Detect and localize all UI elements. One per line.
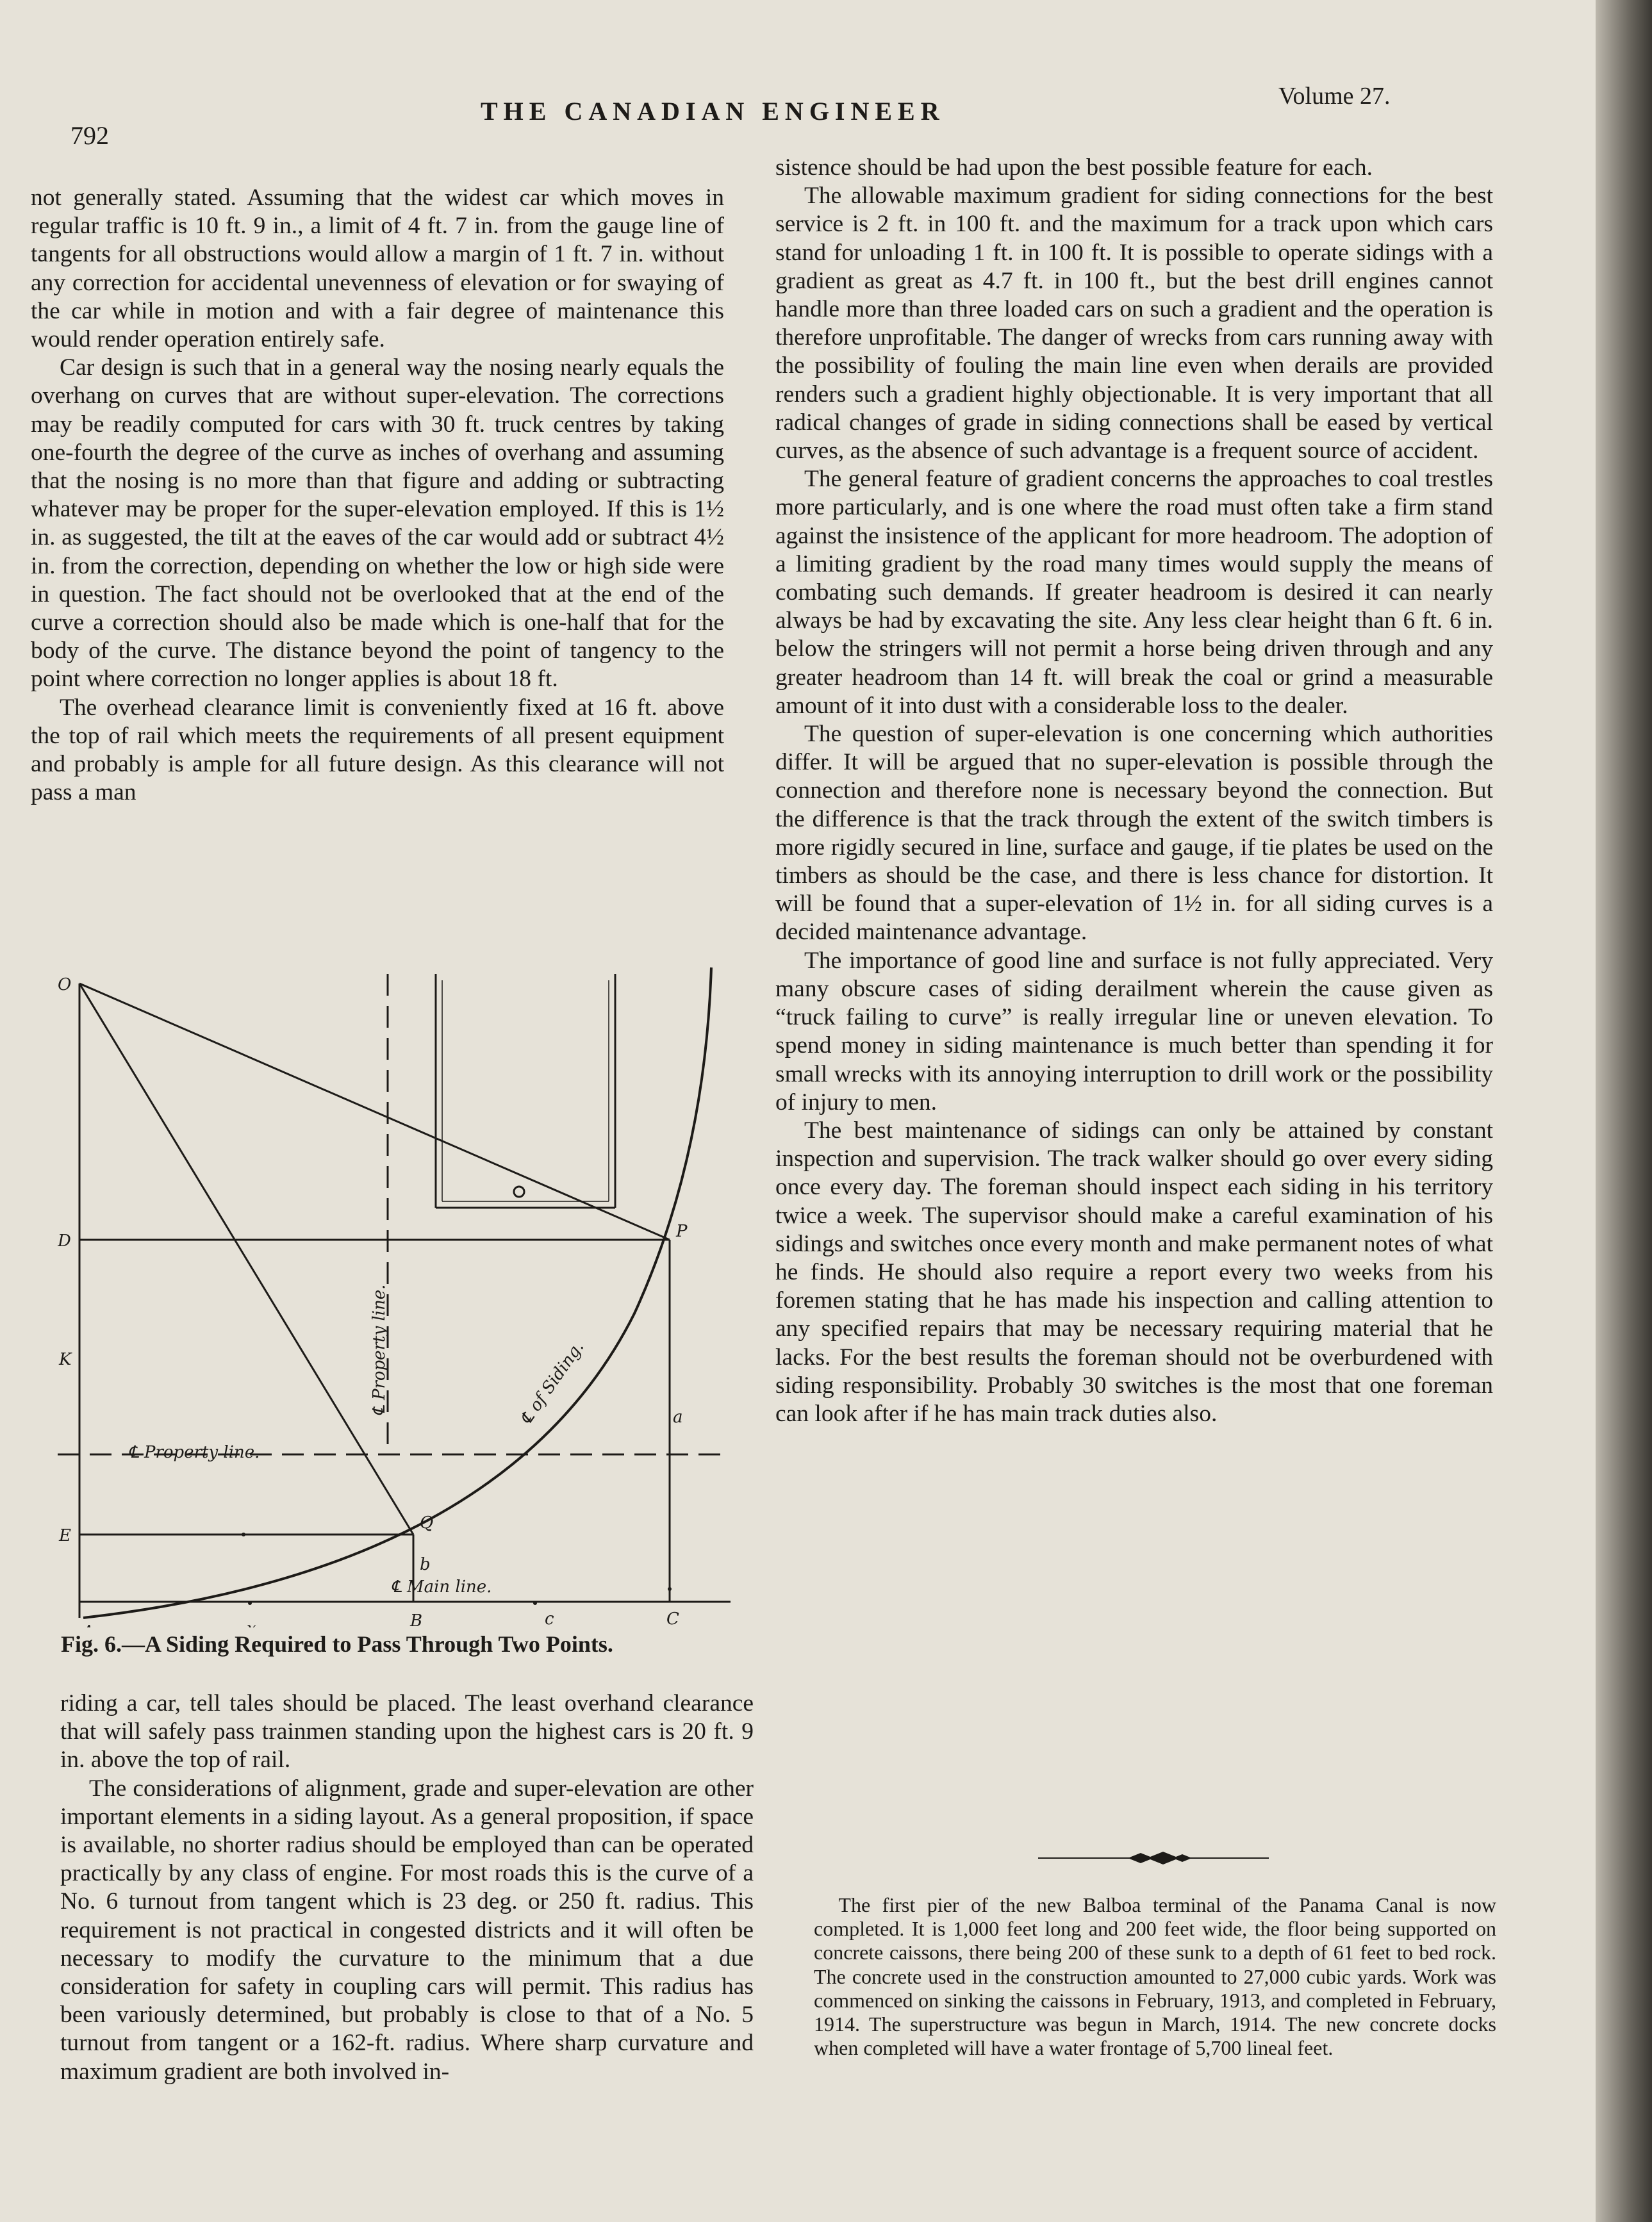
label-e: E <box>59 1526 71 1545</box>
siding-diagram <box>58 955 750 1627</box>
paragraph: The best maintenance of sidings can only be attained by constant inspection and supervision. The track walker should go over every siding once every day. The foreman should inspect each siding in his territory twice a week. The supervisor should make a careful examination of his sidings and switches once every month and make permanent notes of what he finds. He should also require a report every two weeks from his foremen stating that he has made his inspection and calling attention to any specified repairs that may be necessary requiring material that he lacks. For the best results the foreman should not be overburdened with siding responsibility. Probably 30 switches is the most that one foreman can look after if he has main track duties also. <box>775 1117 1493 1427</box>
label-property-line-vertical: ℄ Property line. <box>370 1284 389 1416</box>
note-paragraph: The first pier of the new Balboa terminal of the Panama Canal is now completed. It is 1,000 feet long and 200 feet wide, the floor being supported on concrete caissons, there being 200 of these sunk to a depth of 61 feet to bed rock. The concrete used in the construction amounted to 27,000 cubic yards. Work was commenced on sinking the caissons in February, 1913, and completed in February, 1914. The superstructure was begun in March, 1914. The new concrete docks when completed will have a water frontage of 5,700 lineal feet. <box>814 1893 1496 2060</box>
label-b-lower: b <box>420 1555 431 1574</box>
journal-title: THE CANADIAN ENGINEER <box>481 97 945 126</box>
paragraph: riding a car, tell tales should be placed. The least overhand clearance that will safely pass trainmen standing upon the highest cars is 20 ft. 9 in. above the top of rail. <box>60 1690 754 1773</box>
figure-6 <box>58 955 750 1627</box>
label-a <box>81 1622 94 1627</box>
label-a-small: a <box>673 1408 683 1427</box>
figure-caption: Fig. 6.—A Siding Required to Pass Through Two Points. <box>61 1631 613 1657</box>
news-note <box>814 1893 1496 2060</box>
label-o: O <box>58 975 72 994</box>
label-d: D <box>58 1231 71 1251</box>
building-hatching <box>442 980 609 1201</box>
paragraph: The importance of good line and surface is not fully appreciated. Very many obscure cases of siding derailment wherein the cause given as “truck failing to curve” is really irregular line or uneven elevation. To spend money in siding maintenance is much better than spending it for small wrecks with its annoying interruption to drill work or the possibility of injury to men. <box>775 947 1493 1115</box>
paragraph: The considerations of alignment, grade and super-elevation are other important elements in a siding layout. As a general proposition, if space is available, no shorter radius should be employed than can be operated practically by any class of engine. For most roads this is the curve of a No. 6 turnout from tangent which is 23 deg. or 250 ft. radius. This requirement is not practical in congested districts and it will often be necessary to modify the curvature to the minimum that a due consideration for safety in coupling cars will permit. This radius has been variously determined, but probably is close to that of a No. 5 turnout from tangent or a 162-ft. radius. Where sharp curvature and maximum gradient are both involved in- <box>60 1775 754 2085</box>
siding-curve <box>83 967 711 1618</box>
book-gutter <box>1596 0 1652 2222</box>
label-c-lower: c <box>545 1609 554 1627</box>
ornamental-divider <box>1038 1845 1269 1871</box>
label-c-upper: C <box>666 1609 679 1627</box>
column-2 <box>775 154 1493 1428</box>
paragraph: The overhead clearance limit is conveniently fixed at 16 ft. above the top of rail which meets the requirements of all present equipment and probably is ample for all future design. As this clearance will not pass a man <box>31 694 724 806</box>
paragraph: The general feature of gradient concerns the approaches to coal trestles more particularly, and is one where the road must often take a firm stand against the insistence of the applicant for more headroom. The adoption of a limiting gradient by the road many times would supply the means of combating such demands. If greater headroom is desired it can nearly always be had by excavating the site. Any less clear height than 6 ft. 6 in. below the stringers will not permit a horse being driven through and any greater headroom than 14 ft. will break the coal or grind a measurable amount of it into dust with a considerable loss to the dealer. <box>775 466 1493 719</box>
building-marker <box>514 1187 524 1197</box>
label-b-upper: B <box>410 1611 423 1627</box>
label-siding: ℄ of Siding. <box>516 1337 588 1429</box>
label-x <box>247 1619 256 1627</box>
paragraph: not generally stated. Assuming that the widest car which moves in regular traffic is 10 ft. 9 in., a limit of 4 ft. 7 in. from the gauge line of tangents for all obstructions would allow a margin of 1 ft. 7 in. without any correction for accidental unevenness of elevation or for swaying of the car while in motion and with a fair degree of maintenance this would render operation entirely safe. <box>31 185 724 353</box>
column-1-bottom <box>60 1690 754 2086</box>
volume-label: Volume 27. <box>1278 83 1391 110</box>
label-q: Q <box>420 1513 434 1533</box>
label-p: P <box>676 1222 688 1241</box>
paragraph: The question of super-elevation is one concerning which authorities differ. It will be argued that no super-elevation is possible through the connection and therefore none is necessary beyond the connection. But the difference is that the track through the extent of the switch timbers is more rigidly secured in line, surface and gauge, if tie plates be used on the timbers as should be the case, and there is less chance for distortion. It will be found that a super-elevation of 1½ in. for all siding curves is a decided maintenance advantage. <box>775 721 1493 946</box>
label-property-line-horizontal: ℄ Property line. <box>128 1443 260 1462</box>
paragraph: The allowable maximum gradient for siding connections for the best service is 2 ft. in 100 ft. and the maximum for a track upon which cars stand for unloading 1 ft. in 100 ft. It is possible to operate sidings with a gradient as great as 4.7 ft. in 100 ft., but the best drill engines cannot handle more than three loaded cars on such a gradient and the operation is therefore unprofitable. The danger of wrecks from cars running away with the possibility of fouling the main line even when derails are provided renders such a gradient highly objectionable. It is very important that all radical changes of grade in siding connections shall be eased by vertical curves, as the absence of such advantage is a frequent source of accident. <box>775 183 1493 465</box>
paragraph: sistence should be had upon the best possible feature for each. <box>775 154 1373 181</box>
label-main-line: ℄ Main line. <box>391 1577 492 1597</box>
label-k: K <box>59 1350 72 1369</box>
column-1-top <box>31 184 724 807</box>
paragraph: Car design is such that in a general way the nosing nearly equals the overhang on curves that are without super-elevation. The corrections may be readily computed for cars with 30 ft. truck centres by taking one-fourth the degree of the curve as inches of overhang and assuming that the nosing is no more than that figure and adding or subtracting whatever may be proper for the super-elevation employed. If this is 1½ in. as suggested, the tilt at the eaves of the car would add or subtract 4½ in. from the correction, depending on whether the low or high side were in question. The fact should not be overlooked that at the end of the curve a correction should also be made which is one-half that for the body of the curve. The distance beyond the point of tangency to the point where correction no longer applies is about 18 ft. <box>31 354 724 693</box>
page-number: 792 <box>70 121 109 150</box>
